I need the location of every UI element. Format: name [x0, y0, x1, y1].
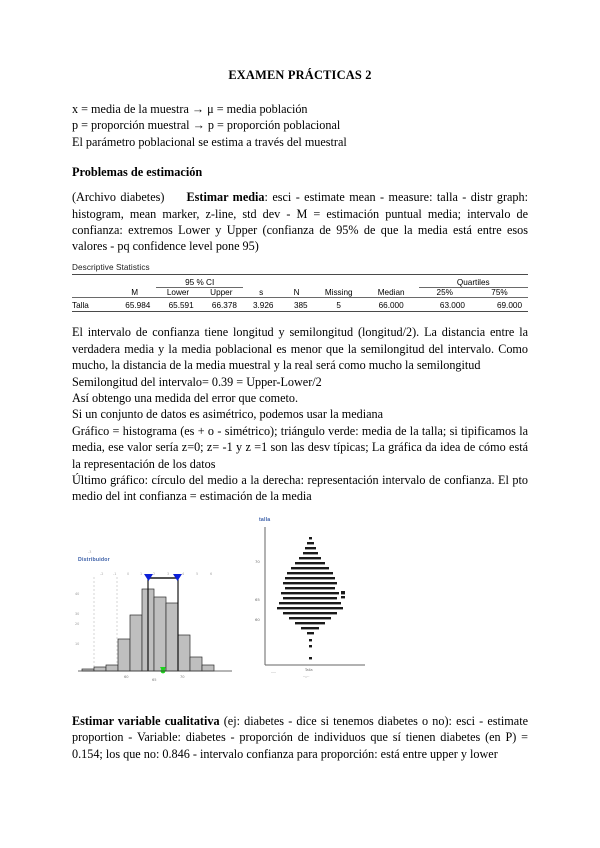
paragraph-intervalo-confianza: El intervalo de confianza tiene longitud y semilongitud (longitud/2). La distancia entre la verdadera media y la media poblacional es menor que la semilongitud del intervalo. Como mucho, la distancia de la media muestral y la real será como mucho la semilongitud	[72, 325, 528, 373]
cell-m	[113, 301, 156, 312]
value-median: 66.000	[378, 300, 404, 310]
cell-missing	[314, 301, 364, 312]
descriptive-statistics-table	[72, 274, 528, 316]
cell-n	[279, 301, 313, 312]
histogram-y-ticks	[75, 592, 79, 646]
dotplot-legend-label: talla	[259, 516, 271, 523]
cell-q75	[471, 301, 528, 312]
histogram-figure	[72, 549, 262, 685]
column-header-lower: Lower	[166, 287, 190, 297]
section-heading-problemas: Problemas de estimación	[72, 165, 203, 180]
dotplot-x-ticks	[271, 668, 313, 678]
column-header-variable	[72, 287, 113, 297]
value-s: 3.926	[252, 300, 274, 310]
svg-text:5: 5	[196, 571, 199, 576]
value-upper: 66.378	[211, 300, 237, 310]
value-n: 385	[293, 300, 308, 310]
svg-text:4: 4	[182, 571, 185, 576]
svg-text:70: 70	[180, 674, 185, 679]
table-rule-bottom	[72, 312, 528, 316]
svg-text:-3: -3	[88, 549, 92, 554]
histogram-x-ticks	[124, 675, 185, 682]
estimar-cualitativa-bold: Estimar variable cualitativa	[72, 713, 220, 728]
intro-line-2: p = proporción muestral → p = proporción poblacional	[72, 118, 341, 133]
svg-text:6: 6	[210, 571, 213, 576]
histogram-legend-label: Distribuidor	[78, 556, 110, 563]
value-m: 65.984	[125, 300, 151, 310]
dotplot-figure	[247, 517, 377, 685]
table-row	[72, 301, 528, 312]
cell-s	[243, 301, 279, 312]
cell-lower	[156, 301, 199, 312]
column-header-missing: Missing	[324, 287, 353, 297]
table-column-header-row	[72, 287, 528, 297]
cell-upper	[200, 301, 243, 312]
histogram-top-ticks	[88, 550, 212, 576]
column-header-q25: 25%	[436, 287, 453, 297]
group-header-blank-1	[72, 278, 156, 288]
paragraph-grafico-histograma: Gráfico = histograma (es + o - simétrico); triángulo verde: media de la talla; si tipificamos la media, ese valor sería z=0; z= -1 y z =1 son las desv típicas; La gráfica da idea de cómo está la representación de los datos	[72, 423, 528, 471]
value-q75: 69.000	[496, 300, 522, 310]
archivo-label: (Archivo diabetes)	[72, 190, 165, 205]
column-header-q75: 75%	[491, 287, 508, 297]
cell-median	[364, 301, 419, 312]
estimar-media-body: : esci - estimate mean - measure: talla - distr graph: histogram, mean marker, z-line, std dev - M = estimación puntual media; intervalo de confianza: extremos Lower y Upper (confianza de 95% de que la media está entre esos valores - pq confidence level pone 95)	[72, 190, 528, 254]
paragraph-asimetrico: Si un conjunto de datos es asimétrico, podemos usar la mediana	[72, 407, 384, 422]
svg-text:60: 60	[124, 674, 129, 679]
dotplot-points	[277, 537, 345, 659]
svg-text:0: 0	[127, 571, 130, 576]
svg-text:2: 2	[153, 571, 156, 576]
svg-text:60: 60	[255, 616, 260, 622]
cell-variable-name	[72, 301, 113, 312]
svg-text:..,,..: ..,,..	[303, 673, 310, 678]
figures-container	[72, 516, 528, 699]
cell-q25	[419, 301, 471, 312]
page-content	[72, 0, 528, 762]
estimar-media-bold: Estimar media	[186, 190, 265, 205]
dotplot-svg	[247, 517, 377, 685]
value-missing: 5	[336, 300, 341, 310]
svg-text:.....: .....	[271, 669, 277, 674]
value-q25: 63.000	[439, 300, 465, 310]
paragraph-semilongitud: Semilongitud del intervalo= 0.39 = Upper-Lower/2	[72, 374, 322, 389]
dotplot-y-ticks	[255, 559, 260, 622]
column-header-median: Median	[377, 287, 405, 297]
histogram-svg	[72, 549, 262, 685]
svg-text:65: 65	[152, 677, 157, 682]
svg-text:30: 30	[75, 611, 80, 616]
group-header-blank-2	[243, 278, 419, 288]
group-header-ci: 95 % CI	[156, 278, 243, 288]
column-header-n: N	[293, 287, 300, 297]
value-talla: Talla	[72, 300, 89, 310]
svg-text:10: 10	[75, 641, 80, 646]
svg-text:40: 40	[75, 591, 80, 596]
svg-text:-2: -2	[100, 571, 104, 576]
svg-text:3: 3	[167, 571, 170, 576]
intro-line-3: El parámetro poblacional se estima a través del muestral	[72, 134, 347, 149]
paragraph-estimar-variable-cualitativa	[72, 713, 528, 762]
page-title: EXAMEN PRÁCTICAS 2	[228, 68, 372, 82]
column-header-m: M	[131, 287, 139, 297]
paragraph-ultimo-grafico: Último gráfico: círculo del medio a la derecha: representación intervalo de confianza. El pto medio del int confianza = estimación de la media	[72, 473, 528, 504]
svg-text:-1: -1	[113, 571, 117, 576]
svg-text:1: 1	[140, 571, 143, 576]
paragraph-estimar-media	[72, 189, 528, 255]
paragraph-error: Así obtengo una medida del error que cometo.	[72, 390, 299, 405]
intro-line-1: x = media de la muestra → μ = media población	[72, 102, 308, 116]
descriptive-statistics-block	[72, 263, 528, 316]
value-lower: 65.591	[168, 300, 194, 310]
estimar-cualitativa-body: (ej: diabetes - dice si tenemos diabetes o no): esci - estimate proportion - Variable: diabetes - proporción de individuos que sí tienen diabetes (en P) = 0.154; los que no: 0.846 - intervalo confianza para proporción: está entre upper y lower	[72, 713, 528, 761]
table-caption: Descriptive Statistics	[72, 262, 150, 272]
svg-text:Talla: Talla	[305, 667, 313, 672]
column-header-s: s	[259, 287, 264, 297]
group-header-quartiles: Quartiles	[419, 278, 529, 288]
intro-block	[72, 101, 528, 150]
svg-text:20: 20	[75, 621, 80, 626]
svg-text:65: 65	[255, 596, 260, 602]
table-group-header-row	[72, 278, 528, 288]
column-header-upper: Upper	[210, 287, 233, 297]
svg-text:70: 70	[255, 558, 260, 564]
